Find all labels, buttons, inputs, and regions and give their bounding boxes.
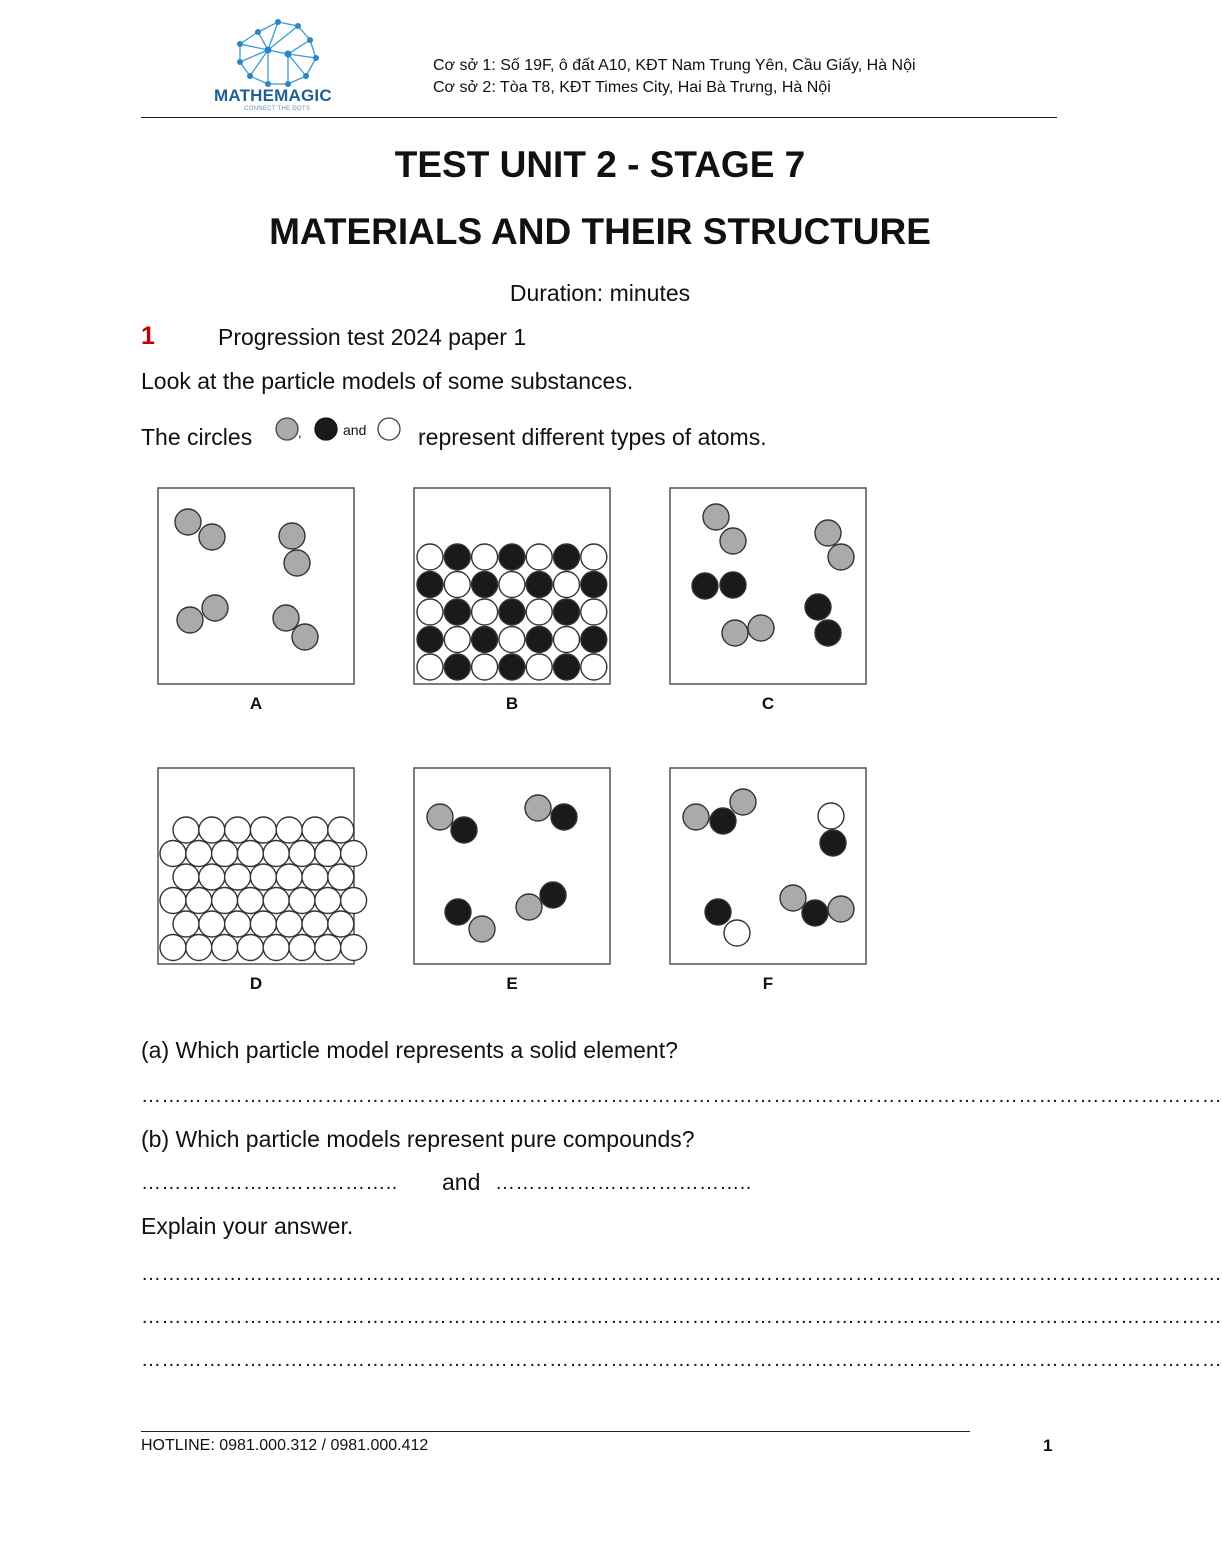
black-atom xyxy=(554,654,580,680)
grey-atom xyxy=(722,620,748,646)
black-atom xyxy=(551,804,577,830)
white-atom xyxy=(250,817,276,843)
white-atom xyxy=(302,911,328,937)
white-atom xyxy=(302,864,328,890)
white-atom xyxy=(212,888,238,914)
black-atom xyxy=(472,627,498,653)
answer-line-b1[interactable]: ……………………………….. xyxy=(141,1172,398,1194)
grey-atom xyxy=(175,509,201,535)
black-atom xyxy=(554,599,580,625)
logo-tagline: CONNECT THE DOTS xyxy=(244,106,311,112)
white-atom xyxy=(263,888,289,914)
white-atom xyxy=(302,817,328,843)
white-atom xyxy=(499,627,525,653)
black-atom xyxy=(499,544,525,570)
answer-and-word: and xyxy=(442,1169,481,1195)
explain-line-1[interactable]: …………………………………………………………………………………………………………………………………………… xyxy=(141,1263,1222,1285)
particle-panel-e xyxy=(414,768,610,964)
white-atom xyxy=(526,654,552,680)
white-atom xyxy=(160,888,186,914)
white-atom xyxy=(581,654,607,680)
grey-atom xyxy=(279,523,305,549)
grey-atom xyxy=(516,894,542,920)
circles-suffix: represent different types of atoms. xyxy=(418,424,767,450)
circles-and: and xyxy=(343,422,367,438)
test-subtitle: MATERIALS AND THEIR STRUCTURE xyxy=(269,211,931,252)
footer-divider xyxy=(141,1431,970,1432)
explain-prompt: Explain your answer. xyxy=(141,1213,354,1239)
panel-label-c: C xyxy=(761,694,775,713)
black-atom xyxy=(526,627,552,653)
grey-atom xyxy=(177,607,203,633)
black-atom xyxy=(472,572,498,598)
black-atom xyxy=(499,654,525,680)
white-atom xyxy=(581,544,607,570)
white-atom xyxy=(237,841,263,867)
answer-line-a[interactable]: …………………………………………………………………………………………………………………………………………… xyxy=(141,1085,1222,1107)
particle-panel-f xyxy=(670,768,866,964)
page-number: 1 xyxy=(1043,1436,1053,1455)
grey-atom xyxy=(202,595,228,621)
black-atom xyxy=(444,654,470,680)
white-atom xyxy=(276,864,302,890)
black-atom xyxy=(710,808,736,834)
white-atom xyxy=(444,572,470,598)
white-atom xyxy=(289,841,315,867)
black-atom xyxy=(720,572,746,598)
black-atom xyxy=(451,817,477,843)
test-title: TEST UNIT 2 - STAGE 7 xyxy=(394,144,806,185)
white-atom xyxy=(199,817,225,843)
black-atom xyxy=(581,572,607,598)
address-line-2: Cơ sở 2: Tòa T8, KĐT Times City, Hai Bà Trưng, Hà Nội xyxy=(433,79,831,96)
question-part-b: (b) Which particle models represent pure compounds? xyxy=(141,1126,695,1152)
white-atom xyxy=(818,803,844,829)
white-atom xyxy=(186,888,212,914)
white-atom xyxy=(341,841,367,867)
address-line-1: Cơ sở 1: Số 19F, ô đất A10, KĐT Nam Trung Yên, Cầu Giấy, Hà Nội xyxy=(433,57,916,74)
black-atom xyxy=(444,544,470,570)
panel-label-a: A xyxy=(249,694,263,713)
grey-atom xyxy=(748,615,774,641)
black-atom xyxy=(581,627,607,653)
white-atom xyxy=(199,911,225,937)
explain-line-2[interactable]: …………………………………………………………………………………………………………………………………………… xyxy=(141,1306,1222,1328)
white-atom xyxy=(186,841,212,867)
white-atom xyxy=(225,864,251,890)
white-atom xyxy=(250,911,276,937)
grey-atom xyxy=(828,896,854,922)
grey-atom xyxy=(525,795,551,821)
white-atom xyxy=(526,544,552,570)
white-atom xyxy=(328,817,354,843)
white-atom xyxy=(276,911,302,937)
panel-label-b: B xyxy=(505,694,519,713)
panel-label-d: D xyxy=(249,974,263,993)
white-atom xyxy=(289,935,315,961)
question-number: 1 xyxy=(141,322,155,350)
grey-atom xyxy=(703,504,729,530)
question-part-a: (a) Which particle model represents a solid element? xyxy=(141,1037,678,1063)
black-atom xyxy=(540,882,566,908)
white-atom xyxy=(444,627,470,653)
white-atom xyxy=(186,935,212,961)
logo-wordmark: MATHEMAGIC xyxy=(214,86,332,105)
grey-atom xyxy=(815,520,841,546)
grey-atom xyxy=(730,789,756,815)
question-intro: Look at the particle models of some substances. xyxy=(141,368,634,394)
white-atom xyxy=(173,864,199,890)
white-atom xyxy=(315,841,341,867)
white-atom xyxy=(417,599,443,625)
black-atom xyxy=(820,830,846,856)
white-atom xyxy=(472,654,498,680)
black-atom xyxy=(444,599,470,625)
white-atom xyxy=(237,935,263,961)
black-atom xyxy=(445,899,471,925)
white-atom xyxy=(263,841,289,867)
black-atom xyxy=(815,620,841,646)
panel-label-f: F xyxy=(762,974,774,993)
white-atom xyxy=(199,864,225,890)
black-atom xyxy=(554,544,580,570)
circles-prefix: The circles xyxy=(141,424,253,450)
white-atom xyxy=(250,864,276,890)
white-atom xyxy=(526,599,552,625)
white-atom xyxy=(554,572,580,598)
white-atom xyxy=(225,817,251,843)
white-atom xyxy=(499,572,525,598)
grey-atom xyxy=(199,524,225,550)
circles-comma: , xyxy=(298,425,302,440)
black-atom xyxy=(417,627,443,653)
answer-line-b2[interactable]: ……………………………….. xyxy=(495,1172,752,1194)
white-atom xyxy=(160,841,186,867)
duration-text: Duration: minutes xyxy=(509,280,691,306)
white-atom xyxy=(173,911,199,937)
black-atom xyxy=(802,900,828,926)
white-atom xyxy=(173,817,199,843)
panel-label-e: E xyxy=(506,974,518,993)
white-atom xyxy=(554,627,580,653)
black-atom xyxy=(805,594,831,620)
white-atom xyxy=(417,544,443,570)
grey-atom xyxy=(469,916,495,942)
black-atom xyxy=(526,572,552,598)
grey-atom xyxy=(292,624,318,650)
black-atom xyxy=(499,599,525,625)
grey-atom xyxy=(780,885,806,911)
grey-atom xyxy=(273,605,299,631)
white-atom xyxy=(263,935,289,961)
white-atom xyxy=(417,654,443,680)
white-atom xyxy=(315,888,341,914)
grey-atom xyxy=(683,804,709,830)
grey-atom xyxy=(427,804,453,830)
white-atom xyxy=(472,599,498,625)
footer-hotline: HOTLINE: 0981.000.312 / 0981.000.412 xyxy=(141,1437,429,1454)
white-atom xyxy=(328,911,354,937)
white-atom xyxy=(160,935,186,961)
white-atom xyxy=(212,935,238,961)
white-atom xyxy=(289,888,315,914)
white-atom xyxy=(328,864,354,890)
white-atom xyxy=(581,599,607,625)
white-atom xyxy=(237,888,263,914)
white-atom xyxy=(225,911,251,937)
white-atom xyxy=(212,841,238,867)
grey-atom xyxy=(284,550,310,576)
black-atom xyxy=(417,572,443,598)
grey-atom xyxy=(828,544,854,570)
explain-line-3[interactable]: …………………………………………………………………………………………………………………………………………… xyxy=(141,1349,1222,1371)
white-atom xyxy=(724,920,750,946)
white-atom xyxy=(276,817,302,843)
black-atom xyxy=(692,573,718,599)
question-source: Progression test 2024 paper 1 xyxy=(218,324,527,350)
white-atom xyxy=(472,544,498,570)
white-atom xyxy=(341,935,367,961)
white-atom xyxy=(341,888,367,914)
black-atom xyxy=(705,899,731,925)
grey-atom xyxy=(720,528,746,554)
white-atom xyxy=(315,935,341,961)
